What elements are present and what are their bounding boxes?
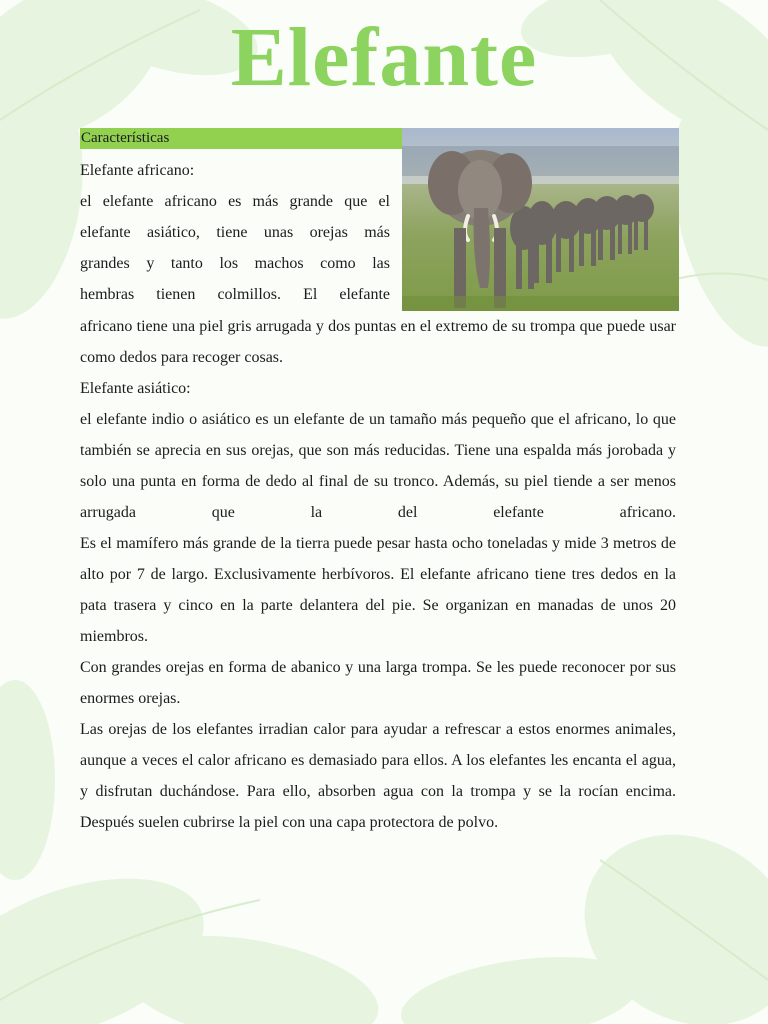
facts-paragraph: Es el mamífero más grande de la tierra puede pesar hasta ocho toneladas y mide 3 metros de alto por 7 de largo. Exclusivamente herbívoros. El elefante africano tiene tres dedos en la pata trasera y cinco en la parte delantera del pie. Se organizan en manadas de unos 20 miembros. [80, 535, 676, 645]
asian-paragraph: el elefante indio o asiático es un elefante de un tamaño más pequeño que el africano, lo que también se aprecia en sus orejas, que son más reducidas. Tiene una espalda más jorobada y solo una punta en forma de dedo al final de su tronco. Además, su piel tiende a ser menos arrugada que la del elefante africano. [80, 411, 676, 521]
asian-subtitle: Elefante asiático: [80, 380, 191, 397]
african-text-line: el elefante africano es más grande que el [80, 193, 390, 210]
african-text-line: hembras tienen colmillos. El elefante [80, 286, 390, 303]
african-text-line: elefante asiático, tiene unas orejas más [80, 224, 390, 241]
main-text-block [80, 311, 676, 838]
ears-paragraph: Con grandes orejas en forma de abanico y una larga trompa. Se les puede reconocer por sus enormes orejas. [80, 659, 676, 707]
african-text-continued: africano tiene una piel gris arrugada y dos puntas en el extremo de su trompa que puede usar como dedos para recoger cosas. [80, 318, 676, 366]
african-elephant-intro [80, 155, 390, 310]
section-heading: Características [80, 128, 402, 149]
african-subtitle: Elefante africano: [80, 162, 195, 179]
heat-paragraph: Las orejas de los elefantes irradian calor para ayudar a refrescar a estos enormes animales, aunque a veces el calor africano es demasiado para ellos. A los elefantes les encanta el agua, y disfrutan duchándose. Para ello, absorben agua con la trompa y se la rocían encima. Después suelen cubrirse la piel con una capa protectora de polvo. [80, 721, 676, 831]
african-text-line: grandes y tanto los machos como las [80, 255, 390, 272]
document-title: Elefante [230, 11, 538, 104]
elephant-herd-photo [402, 128, 679, 311]
